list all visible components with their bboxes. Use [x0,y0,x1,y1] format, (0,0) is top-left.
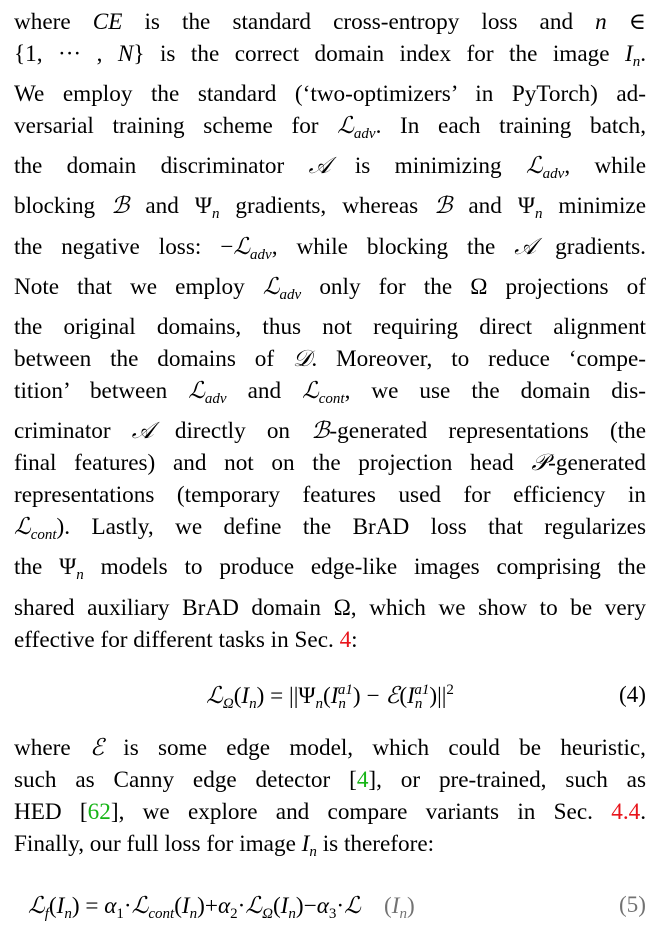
text-line: the negative loss: −ℒ$_{adv}$, while blocking the 𝒜 gradients. [14,233,646,263]
text-line: shared auxiliary BrAD domain Ω, which we show to be very [14,594,646,621]
equation-4 [14,672,646,724]
paper-page [14,6,646,934]
text-line: such as Canny edge detector [4], or pre-trained, such as [14,766,646,793]
equation-4-number: (4) [618,681,646,708]
text-line: final features) and not on the projection head 𝒫-generated [14,450,646,477]
equation-5-formula: $ℒ_f(I_n)$ = $\alpha_1\cdot ℒ_{cont}(I_n)+\alpha_2\cdot ℒ_\Omega(I_n)-\alpha_3\cdot ℒ$ $(I_n)$ [28,893,415,923]
text-line: where CE is the standard cross-entropy loss and n ∈ [14,9,646,35]
text-line: We employ the standard (‘two-optimizers’ in PyTorch) ad- [14,81,646,108]
text-line: HED [62], we explore and compare variants in Sec. 4.4. [14,798,646,825]
paragraph-adversarial-training [14,6,646,656]
text-line: the domain discriminator 𝒜 is minimizing ℒ$_{adv}$, while [14,153,647,183]
text-line: between the domains of 𝒟. Moreover, to reduce ‘compe- [14,345,646,372]
text-line: representations (temporary features used for efficiency in [14,482,646,509]
equation-4-formula: $ℒ_\Omega(I_n) = ||\Psi_n(I_n^{a1})$ − $ℰ(I_n^{a1})||^2$ [206,681,454,712]
text-line: where ℰ is some edge model, which could be heuristic, [14,734,646,761]
equation-5-number: (5) [618,892,646,919]
citation-hed-link[interactable]: 62 [87,798,111,825]
text-line: the $\Psi_n$ models to produce edge-like images comprising the [14,554,646,584]
text-line: tition’ between ℒ$_{adv}$ and ℒ$_{cont}$, we use the domain dis- [14,377,646,407]
text-line: effective for different tasks in Sec. 4: [14,626,358,653]
text-line: {1, ··· , N} is the correct domain index for the image $I_n$. [14,41,647,71]
text-line: the original domains, thus not requiring direct alignment [14,313,646,340]
citation-canny-link[interactable]: 4 [356,766,369,793]
paragraph-edge-model [14,732,646,868]
section-4-link[interactable]: 4 [339,626,352,653]
text-line: Finally, our full loss for image $I_n$ is therefore: [14,830,435,860]
text-line: blocking ℬ and $\Psi_n$ gradients, whereas ℬ and $\Psi_n$ minimize [14,193,646,223]
text-line: Note that we employ ℒ$_{adv}$ only for the Ω projections of [14,273,646,303]
text-line: criminator 𝒜 directly on ℬ-generated representations (the [14,418,646,445]
section-4-4-link[interactable]: 4.4 [611,798,641,825]
text-line: versarial training scheme for ℒ$_{adv}$. In each training batch, [14,113,646,143]
text-line: ℒ$_{cont}$). Lastly, we define the BrAD loss that regularizes [14,514,646,544]
equation-5 [14,882,646,934]
